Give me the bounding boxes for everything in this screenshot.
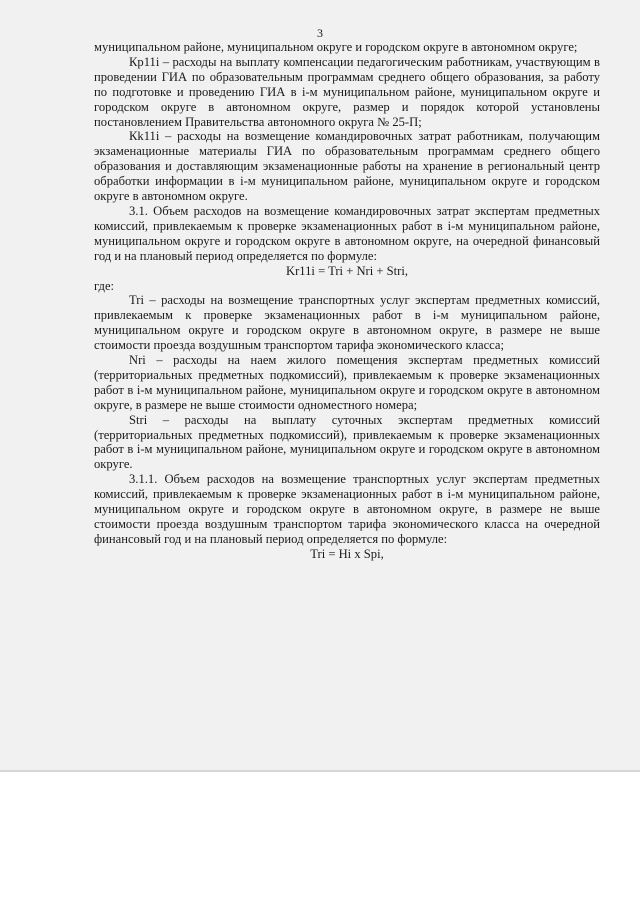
paragraph-kk11i: Кk11i – расходы на возмещение командировочных затрат работникам, получающим экзаменационные материалы ГИА по образовательным программам среднего общего образования и доставляющим экзаменационные работы на хранение в региональный центр обработки информации в i-м муниципальном районе, муниципальном округе и городском округе в автономном округе. — [94, 129, 600, 204]
blank-area — [0, 772, 640, 905]
page-number: 3 — [317, 26, 323, 40]
paragraph-3-1: 3.1. Объем расходов на возмещение командировочных затрат экспертам предметных комиссий, привлекаемым к проверке экзаменационных работ в i-м муниципальном районе, муниципальном округе и городском округе в автономном округе, на очередной финансовый год и на плановый период определяется по формуле: — [94, 203, 600, 263]
formula-kr11i: Kr11i = Tri + Nri + Stri, — [286, 263, 408, 278]
document-body — [94, 40, 600, 562]
paragraph-3-1-1: 3.1.1. Объем расходов на возмещение транспортных услуг экспертам предметных комиссий, привлекаемым к проверке экзаменационных работ в i-м муниципальном районе, муниципальном округе и городском округе в автономном округе, в размере не выше стоимости проезда воздушным транспортом тарифа экономического класса на очередной финансовый год и на плановый период определяется по формуле: — [94, 472, 600, 546]
paragraph-where: где: — [94, 278, 115, 293]
paragraph-stri: Stri – расходы на выплату суточных экспертам предметных комиссий (территориальных предметных подкомиссий), привлекаемым к проверке экзаменационных работ в i-м муниципальном районе, муниципальном округе и городском округе в автономном округе. — [94, 412, 600, 472]
formula-tri: Tri = Hi x Spi, — [310, 546, 384, 561]
paragraph-kp11i: Кр11i – расходы на выплату компенсации педагогическим работникам, участвующим в проведении ГИА по образовательным программам среднего общего образования, за работу по подготовке и проведению ГИА в i-м муниципальном районе, муниципальном округе и городском округе в автономном округе, размер и порядок которой установлены постановлением Правительства автономного округа № 25-П; — [94, 54, 600, 129]
paragraph-nri: Nri – расходы на наем жилого помещения экспертам предметных комиссий (территориальных предметных подкомиссий), привлекаемым к проверке экзаменационных работ в i-м муниципальном районе, муниципальном округе и городском округе в автономном округе, в размере не выше стоимости одноместного номера; — [94, 353, 600, 412]
paragraph-tri: Tri – расходы на возмещение транспортных услуг экспертам предметных комиссий, привлекаемым к проверке экзаменационных работ в i-м муниципальном районе, муниципальном округе и городском округе в автономном округе, в размере не выше стоимости проезда воздушным транспортом тарифа экономического класса; — [94, 293, 600, 353]
paragraph-continuation: муниципальном районе, муниципальном округе и городском округе в автономном округе; — [94, 40, 578, 54]
